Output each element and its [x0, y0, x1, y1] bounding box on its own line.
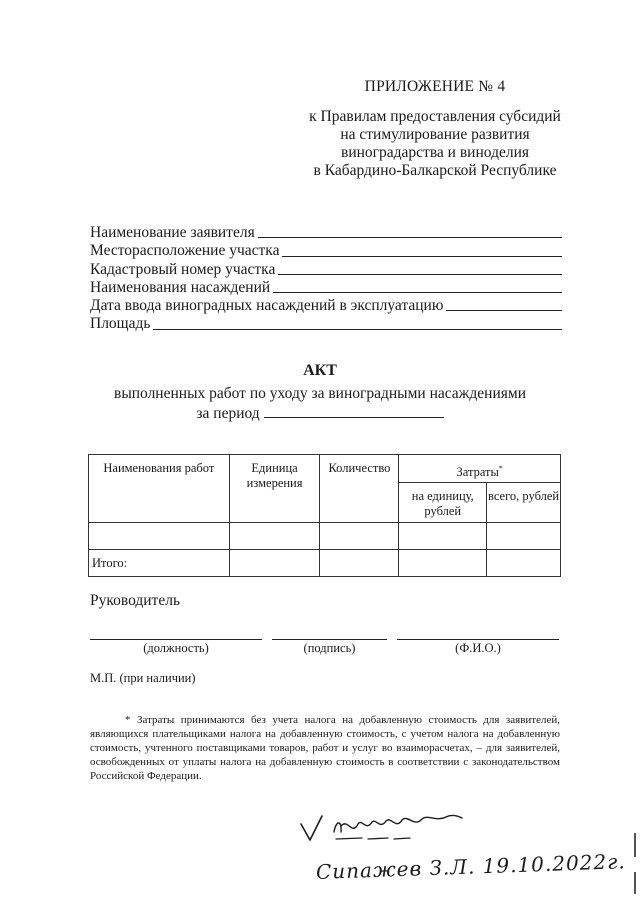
applicant-fields [90, 224, 562, 334]
period-fill-line[interactable] [264, 403, 444, 418]
total-label: Итого: [89, 550, 230, 577]
table-cell[interactable] [89, 523, 230, 550]
stamp-place: М.П. (при наличии) [90, 671, 196, 685]
scan-edge-mark [634, 872, 636, 894]
fill-line[interactable] [273, 291, 562, 293]
fill-line[interactable] [258, 236, 562, 238]
table-cell[interactable] [399, 523, 487, 550]
fill-line[interactable] [446, 309, 562, 311]
act-period [0, 403, 640, 423]
header-work-name: Наименования работ [89, 455, 230, 523]
field-commission-date [90, 297, 562, 315]
table-row [89, 523, 561, 550]
field-cadastral-number [90, 261, 562, 279]
handwritten-name-date: Сипажев З.Л. 19.10.2022г. [315, 849, 626, 884]
field-area [90, 315, 562, 333]
field-label: Кадастровый номер участка [90, 260, 276, 278]
signature-line[interactable] [272, 639, 387, 640]
act-subtitle: выполненных работ по уходу за виноградными насаждениями [114, 385, 526, 402]
field-label: Наименование заявителя [90, 224, 255, 241]
scan-edge-mark [634, 833, 636, 857]
field-plot-location [90, 242, 562, 260]
table-cell[interactable] [487, 550, 561, 577]
appendix-line-4: в Кабардино-Балкарской Республике [313, 162, 557, 179]
signature-caption: (подпись) [303, 641, 356, 655]
header-per-unit: на единицу, рублей [399, 483, 487, 523]
field-applicant-name [90, 224, 562, 242]
footnote-mark: * [498, 464, 503, 473]
position-line[interactable] [90, 639, 262, 640]
table-cell[interactable] [229, 523, 320, 550]
header-total: всего, рублей [487, 483, 561, 523]
position-caption: (должность) [143, 641, 209, 655]
head-label: Руководитель [90, 592, 181, 609]
field-label: Наименования насаждений [90, 278, 271, 296]
period-label: за период [196, 405, 260, 422]
appendix-header [290, 78, 580, 180]
table-cell[interactable] [229, 550, 320, 577]
signature-underline [336, 838, 410, 839]
table-cell[interactable] [399, 550, 487, 577]
act-title: АКТ [303, 362, 337, 379]
fio-line[interactable] [397, 639, 559, 640]
footnote: * Затраты принимаются без учета налога на добавленную стоимость для заявителей, являющихся плательщиками налога на добавленную стоимость, с учетом налога на добавленную стоимость, учтенного поставщиками товаров, работ и услуг во взаиморасчетах, – для заявителей, освобожденных от уплаты налога на добавленную стоимость в соответствии с законодательством Российской Федерации. [90, 714, 560, 782]
header-costs [399, 455, 561, 483]
fill-line[interactable] [153, 328, 562, 330]
fill-line[interactable] [282, 255, 562, 257]
appendix-line-2: на стимулирование развития [340, 126, 530, 143]
field-label: Месторасположение участка [90, 242, 280, 260]
field-label: Площадь [90, 315, 151, 333]
table-header-row [89, 455, 561, 483]
fill-line[interactable] [278, 273, 562, 275]
works-table [88, 454, 561, 577]
appendix-line-3: виноградарства и виноделия [341, 144, 529, 161]
signature-stroke [334, 815, 462, 832]
table-cell[interactable] [320, 550, 399, 577]
table-total-row [89, 550, 561, 577]
checkmark-stroke [301, 816, 322, 840]
field-plantings-name [90, 279, 562, 297]
header-quantity: Количество [320, 455, 399, 523]
handwritten-signature [296, 808, 466, 848]
header-costs-label: Затраты [456, 465, 499, 480]
fio-caption: (Ф.И.О.) [455, 641, 501, 655]
appendix-title: ПРИЛОЖЕНИЕ № 4 [364, 78, 506, 95]
header-unit: Единица измерения [229, 455, 320, 523]
act-subtitle-block [0, 385, 640, 423]
field-label: Дата ввода виноградных насаждений в эксплуатацию [90, 297, 444, 315]
table-cell[interactable] [487, 523, 561, 550]
appendix-line-1: к Правилам предоставления субсидий [309, 108, 561, 125]
table-cell[interactable] [320, 523, 399, 550]
